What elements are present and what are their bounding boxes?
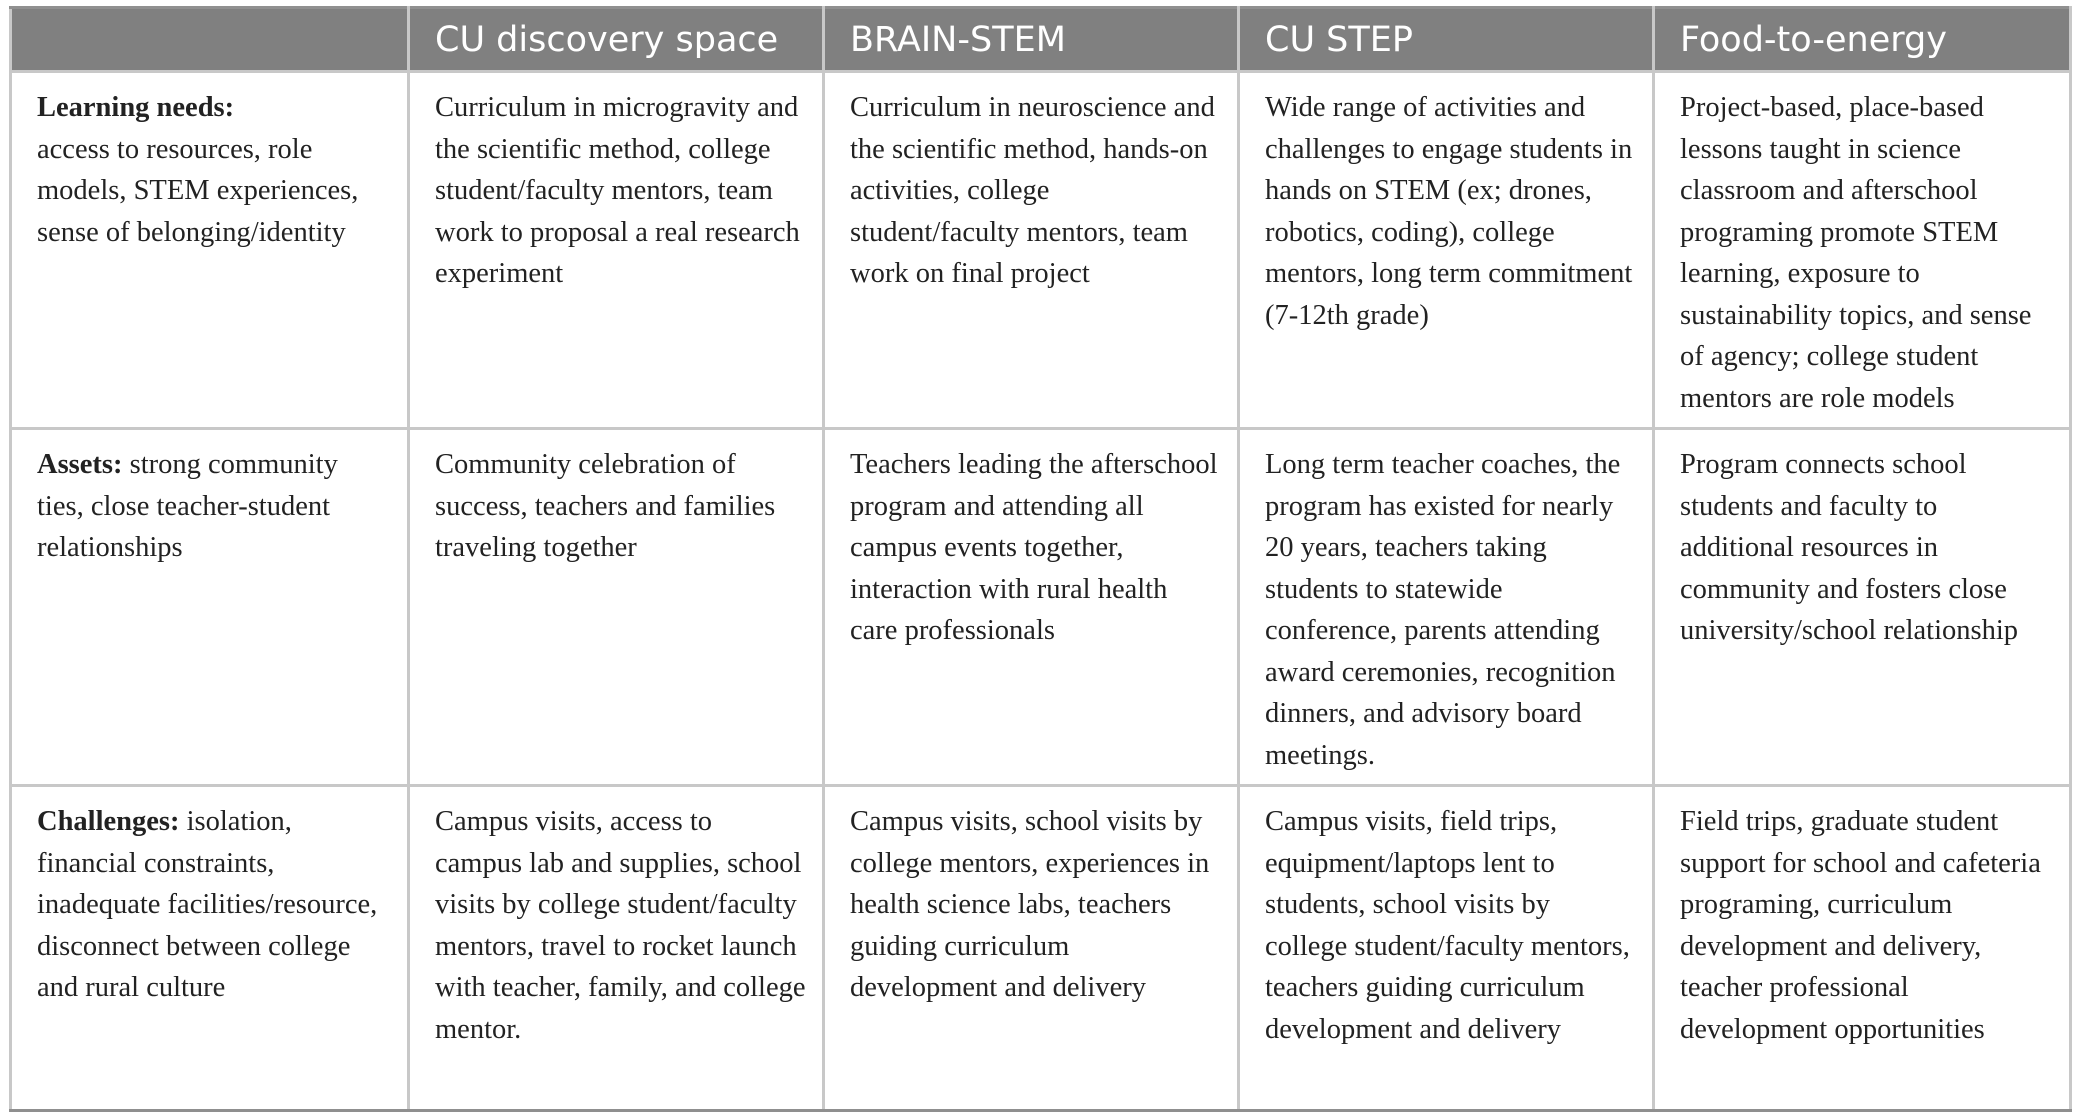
row-label-text: access to resources, role models, STEM experiences, sense of belonging/identity: [37, 133, 359, 248]
table-cell: Field trips, graduate student support for school and cafeteria programing, curriculum development and delivery, teacher professional development opportunities: [1654, 786, 2071, 1111]
header-cell-food-to-energy: Food-to-energy: [1654, 8, 2071, 72]
header-cell-cu-discovery-space: CU discovery space: [409, 8, 824, 72]
table-cell: Program connects school students and faculty to additional resources in community and fosters close university/school relationship: [1654, 429, 2071, 786]
header-cell-cu-step: CU STEP: [1239, 8, 1654, 72]
row-label-learning-needs: Learning needs:: [37, 92, 235, 123]
table-cell: Wide range of activities and challenges to engage students in hands on STEM (ex; drones, robotics, coding), college mentors, long term commitment (7-12th grade): [1239, 72, 1654, 429]
table-cell: Campus visits, field trips, equipment/laptops lent to students, school visits by college student/faculty mentors, teachers guiding curriculum development and delivery: [1239, 786, 1654, 1111]
table-cell: Campus visits, school visits by college mentors, experiences in health science labs, teachers guiding curriculum development and delivery: [824, 786, 1239, 1111]
table-row-challenges: [11, 786, 2071, 1111]
row-label-cell: [11, 72, 409, 429]
table-cell: Curriculum in microgravity and the scientific method, college student/faculty mentors, team work to proposal a real research experiment: [409, 72, 824, 429]
row-label-cell: [11, 429, 409, 786]
row-label-assets: Assets:: [37, 449, 123, 480]
table-cell: Curriculum in neuroscience and the scientific method, hands-on activities, college student/faculty mentors, team work on final project: [824, 72, 1239, 429]
table-cell: Long term teacher coaches, the program has existed for nearly 20 years, teachers taking students to statewide conference, parents attending award ceremonies, recognition dinners, and advisory board meetings.: [1239, 429, 1654, 786]
header-cell-brain-stem: BRAIN-STEM: [824, 8, 1239, 72]
header-cell-empty: [11, 8, 409, 72]
table-cell: Campus visits, access to campus lab and supplies, school visits by college student/faculty mentors, travel to rocket launch with teacher, family, and college mentor.: [409, 786, 824, 1111]
table-cell: Community celebration of success, teachers and families traveling together: [409, 429, 824, 786]
program-comparison-table: [9, 6, 2072, 1112]
table-header: [11, 8, 2071, 72]
table-body: [11, 72, 2071, 1111]
row-label-text: strong community ties, close teacher-student relationships: [37, 449, 338, 563]
row-label-text: isolation, financial constraints, inadequate facilities/resource, disconnect between college and rural culture: [37, 806, 378, 1003]
row-label-cell: [11, 786, 409, 1111]
row-label-challenges: Challenges:: [37, 806, 180, 837]
table-row-learning-needs: [11, 72, 2071, 429]
table-row-assets: [11, 429, 2071, 786]
header-row: [11, 8, 2071, 72]
table-cell: Teachers leading the afterschool program and attending all campus events together, interaction with rural health care professionals: [824, 429, 1239, 786]
table-cell: Project-based, place-based lessons taught in science classroom and afterschool programing promote STEM learning, exposure to sustainability topics, and sense of agency; college student mentors are role models: [1654, 72, 2071, 429]
program-comparison-table-container: [9, 6, 2069, 1112]
